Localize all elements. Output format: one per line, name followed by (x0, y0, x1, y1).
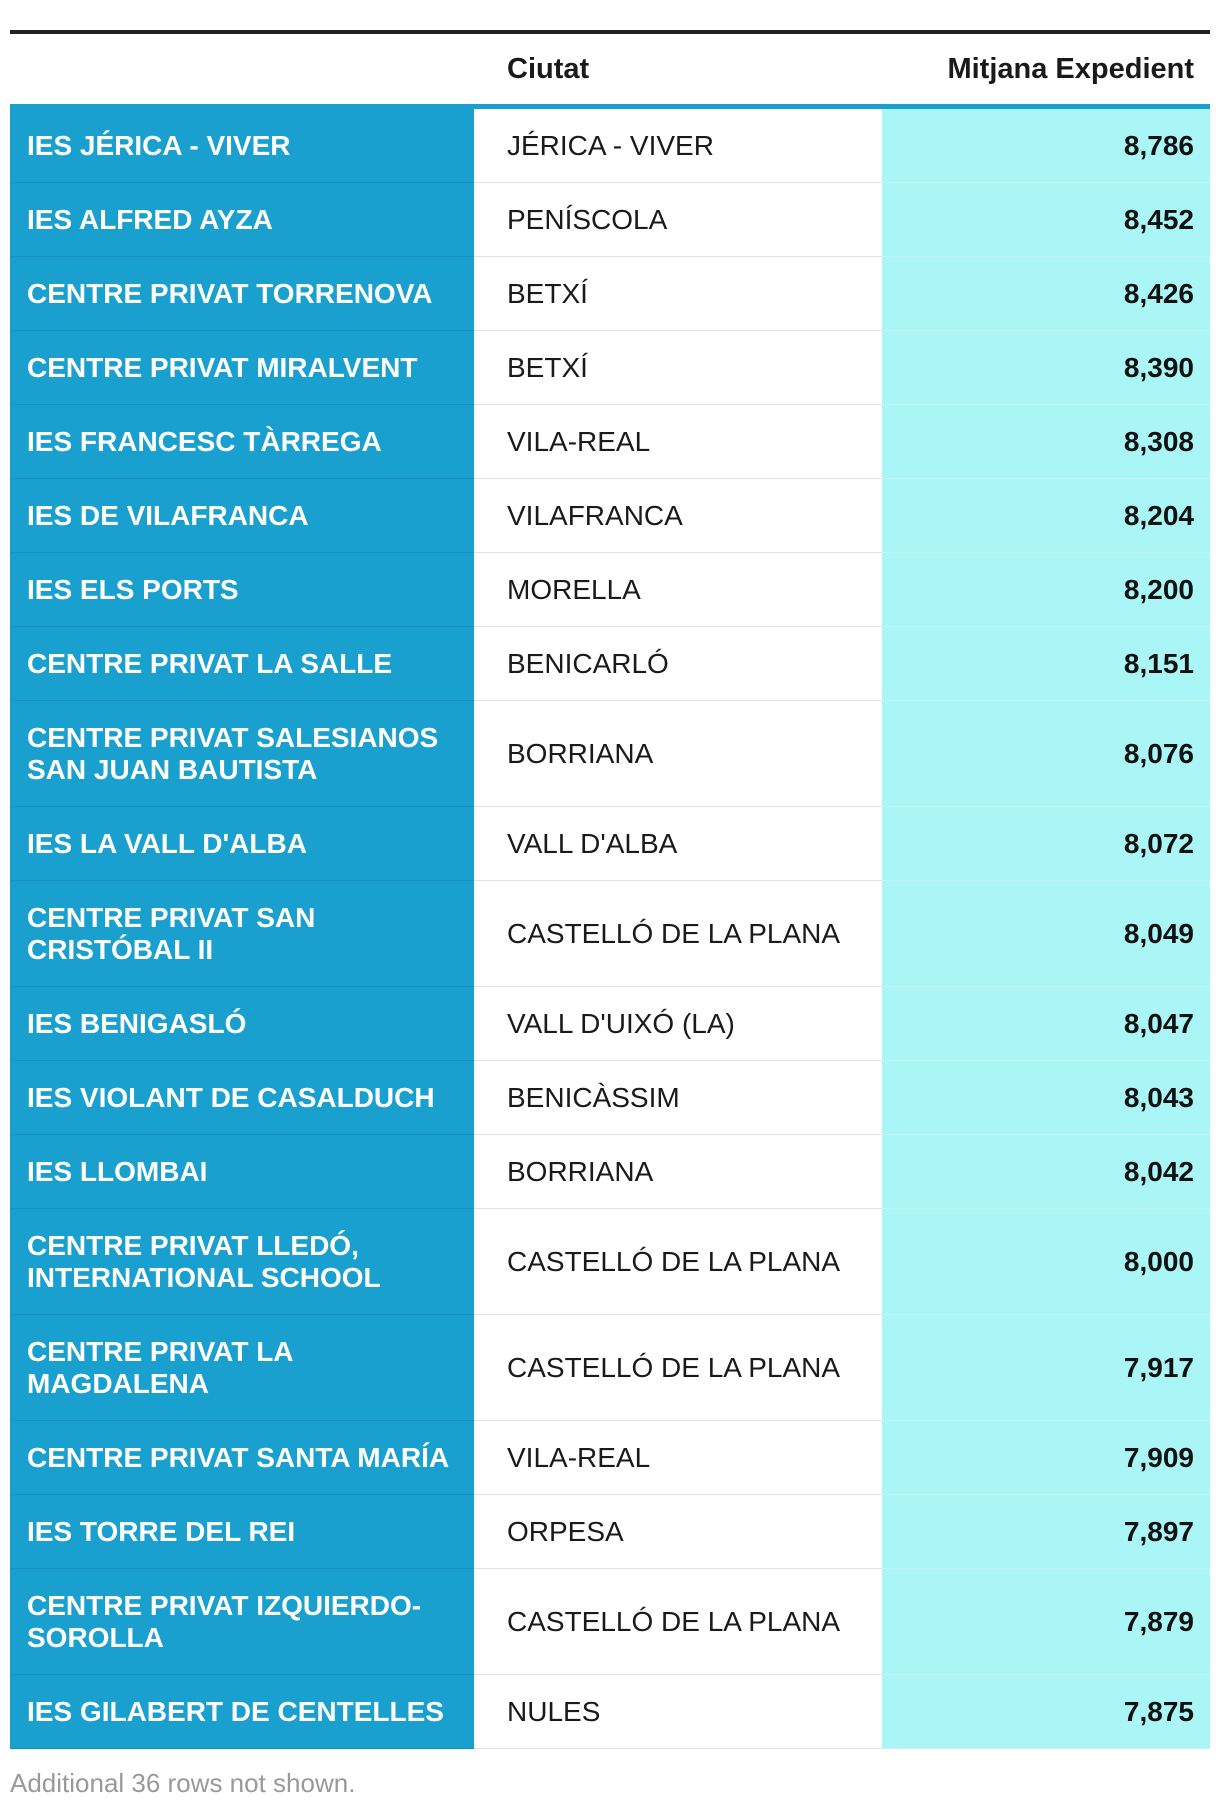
table-row (10, 1061, 1210, 1135)
average-value: 8,072 (882, 807, 1210, 881)
school-name: IES ELS PORTS (10, 553, 474, 627)
city-name: NULES (474, 1675, 882, 1749)
school-name: IES TORRE DEL REI (10, 1495, 474, 1569)
school-name: CENTRE PRIVAT SAN CRISTÓBAL II (10, 881, 474, 987)
table-row (10, 701, 1210, 807)
table-row (10, 257, 1210, 331)
average-value: 8,200 (882, 553, 1210, 627)
school-ranking-table (10, 34, 1210, 1749)
average-value: 8,042 (882, 1135, 1210, 1209)
average-value: 7,909 (882, 1421, 1210, 1495)
table-row (10, 1495, 1210, 1569)
average-value: 7,879 (882, 1569, 1210, 1675)
table-row (10, 881, 1210, 987)
city-name: ORPESA (474, 1495, 882, 1569)
school-name: IES FRANCESC TÀRREGA (10, 405, 474, 479)
table-row (10, 1675, 1210, 1749)
average-value: 8,204 (882, 479, 1210, 553)
average-value: 8,390 (882, 331, 1210, 405)
average-value: 8,151 (882, 627, 1210, 701)
school-name: CENTRE PRIVAT MIRALVENT (10, 331, 474, 405)
table-row (10, 1569, 1210, 1675)
city-name: CASTELLÓ DE LA PLANA (474, 1315, 882, 1421)
table-row (10, 627, 1210, 701)
city-name: BORRIANA (474, 1135, 882, 1209)
table-header (10, 34, 1210, 107)
table-row (10, 1315, 1210, 1421)
table-row (10, 479, 1210, 553)
header-average[interactable]: Mitjana Expedient (947, 52, 1194, 85)
city-name: CASTELLÓ DE LA PLANA (474, 881, 882, 987)
school-name: IES DE VILAFRANCA (10, 479, 474, 553)
school-name: CENTRE PRIVAT SALESIANOS SAN JUAN BAUTISTA (10, 701, 474, 807)
city-name: VILAFRANCA (474, 479, 882, 553)
city-name: BETXÍ (474, 257, 882, 331)
city-name: VALL D'UIXÓ (LA) (474, 987, 882, 1061)
school-name: CENTRE PRIVAT SANTA MARÍA (10, 1421, 474, 1495)
footnote-rows-not-shown: Additional 36 rows not shown. (10, 1768, 356, 1798)
average-value: 8,308 (882, 405, 1210, 479)
average-value: 8,076 (882, 701, 1210, 807)
school-name: IES GILABERT DE CENTELLES (10, 1675, 474, 1749)
school-name: IES JÉRICA - VIVER (10, 107, 474, 183)
table-row (10, 1209, 1210, 1315)
table-row (10, 183, 1210, 257)
city-name: PENÍSCOLA (474, 183, 882, 257)
average-value: 7,897 (882, 1495, 1210, 1569)
city-name: MORELLA (474, 553, 882, 627)
school-name: CENTRE PRIVAT IZQUIERDO-SOROLLA (10, 1569, 474, 1675)
school-name: IES VIOLANT DE CASALDUCH (10, 1061, 474, 1135)
city-name: CASTELLÓ DE LA PLANA (474, 1569, 882, 1675)
header-school (10, 34, 474, 107)
city-name: BETXÍ (474, 331, 882, 405)
school-name: IES BENIGASLÓ (10, 987, 474, 1061)
table-body (10, 107, 1210, 1749)
school-name: IES LA VALL D'ALBA (10, 807, 474, 881)
school-name: CENTRE PRIVAT LLEDÓ, INTERNATIONAL SCHOOL (10, 1209, 474, 1315)
average-value: 8,047 (882, 987, 1210, 1061)
city-name: BENICARLÓ (474, 627, 882, 701)
table-row (10, 553, 1210, 627)
city-name: VALL D'ALBA (474, 807, 882, 881)
average-value: 8,426 (882, 257, 1210, 331)
table-row (10, 987, 1210, 1061)
school-name: IES ALFRED AYZA (10, 183, 474, 257)
table-row (10, 405, 1210, 479)
table-row (10, 331, 1210, 405)
city-name: BENICÀSSIM (474, 1061, 882, 1135)
header-city[interactable]: Ciutat (507, 52, 590, 85)
city-name: VILA-REAL (474, 1421, 882, 1495)
average-value: 8,786 (882, 107, 1210, 183)
school-name: CENTRE PRIVAT LA SALLE (10, 627, 474, 701)
ranking-table-container (10, 30, 1210, 1749)
average-value: 8,452 (882, 183, 1210, 257)
city-name: JÉRICA - VIVER (474, 107, 882, 183)
table-row (10, 807, 1210, 881)
average-value: 8,000 (882, 1209, 1210, 1315)
header-row (10, 34, 1210, 107)
average-value: 7,875 (882, 1675, 1210, 1749)
average-value: 7,917 (882, 1315, 1210, 1421)
average-value: 8,049 (882, 881, 1210, 987)
table-row (10, 1135, 1210, 1209)
school-name: CENTRE PRIVAT TORRENOVA (10, 257, 474, 331)
table-row (10, 1421, 1210, 1495)
city-name: BORRIANA (474, 701, 882, 807)
city-name: VILA-REAL (474, 405, 882, 479)
school-name: CENTRE PRIVAT LA MAGDALENA (10, 1315, 474, 1421)
average-value: 8,043 (882, 1061, 1210, 1135)
school-name: IES LLOMBAI (10, 1135, 474, 1209)
city-name: CASTELLÓ DE LA PLANA (474, 1209, 882, 1315)
table-row (10, 107, 1210, 183)
